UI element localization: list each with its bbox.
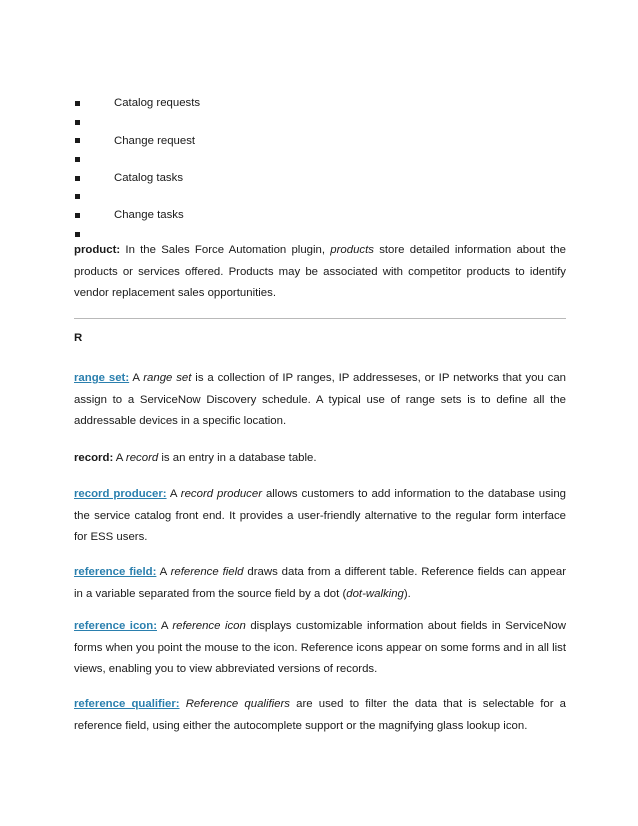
bullet-label: Change request bbox=[114, 134, 196, 147]
glossary-entry-record bbox=[74, 448, 566, 470]
square-bullet-icon bbox=[75, 213, 80, 218]
term-link[interactable]: reference qualifier: bbox=[74, 698, 180, 710]
glossary-entry-reference-icon bbox=[74, 616, 566, 681]
term-link[interactable]: record producer: bbox=[74, 488, 167, 500]
bullet-label: Change tasks bbox=[114, 209, 184, 222]
bullet-item bbox=[74, 206, 566, 225]
entry-emphasis: record bbox=[125, 452, 159, 464]
square-bullet-icon bbox=[75, 138, 80, 143]
bullet-item bbox=[74, 187, 566, 206]
entry-text: is a collection of IP ranges, IP addresseses, or IP networks that you can assign to a ServiceNow Discovery schedule. A typical use of range sets is to define all the addressable devices in a specific location. bbox=[74, 372, 566, 427]
entry-text: ). bbox=[403, 587, 411, 600]
term-link[interactable]: range set: bbox=[74, 372, 130, 384]
entry-text: allows customers to add information to the database using the service catalog front end. It provides a user-friendly alternative to the regular form interface for ESS users. bbox=[74, 488, 566, 543]
glossary-entry-product bbox=[74, 240, 566, 305]
section-letter: R bbox=[74, 332, 83, 344]
square-bullet-icon bbox=[75, 176, 80, 181]
bullet-label: Catalog tasks bbox=[114, 172, 184, 185]
entry-emphasis: record producer bbox=[180, 488, 262, 500]
entry-text: A bbox=[129, 372, 144, 384]
glossary-entry-range-set bbox=[74, 368, 566, 433]
entry-text: are used to filter the data that is selectable for a reference field, using either the autocomplete support or the magnifying glass lookup icon. bbox=[74, 698, 566, 732]
entry-emphasis: products bbox=[330, 244, 374, 256]
glossary-entry-reference-field bbox=[74, 562, 566, 605]
entry-emphasis: range set bbox=[143, 372, 192, 384]
entry-emphasis: reference field bbox=[170, 566, 244, 578]
entry-text: A bbox=[166, 488, 181, 500]
term-label: record: bbox=[74, 452, 114, 464]
entry-text: In the Sales Force Automation plugin, bbox=[120, 244, 331, 256]
entry-emphasis: reference icon bbox=[172, 620, 246, 632]
term-label: product: bbox=[74, 244, 121, 256]
entry-text: displays customizable information about fields in ServiceNow forms when you point the mouse to the icon. Reference icons appear on some forms and in all list views, enabling you to view abbreviated versions of records. bbox=[74, 620, 566, 675]
bullet-item bbox=[74, 113, 566, 132]
entry-text: A bbox=[156, 566, 171, 578]
bullet-item bbox=[74, 169, 566, 188]
square-bullet-icon bbox=[75, 120, 80, 125]
entry-text: draws data from a different table. Reference fields can appear in a variable separated from the source field by a dot ( bbox=[74, 566, 566, 600]
square-bullet-icon bbox=[75, 194, 80, 199]
entry-text: A bbox=[157, 620, 173, 632]
entry-text: A bbox=[113, 452, 126, 464]
entry-text: is an entry in a database table. bbox=[158, 452, 317, 464]
bullet-item bbox=[74, 150, 566, 169]
bullet-item bbox=[74, 131, 566, 150]
square-bullet-icon bbox=[75, 232, 80, 237]
entry-emphasis: Reference qualifiers bbox=[185, 698, 290, 710]
square-bullet-icon bbox=[75, 101, 80, 106]
section-divider bbox=[74, 318, 566, 319]
entry-text: store detailed information about the products or services offered. Products may be associated with competitor products to identify vendor replacement sales opportunities. bbox=[74, 244, 567, 299]
term-link[interactable]: reference icon: bbox=[74, 620, 157, 632]
bullet-label: Catalog requests bbox=[114, 97, 201, 110]
bullet-list bbox=[74, 94, 566, 244]
glossary-entry-reference-qualifier bbox=[74, 694, 566, 737]
term-link[interactable]: reference field: bbox=[74, 566, 157, 578]
square-bullet-icon bbox=[75, 157, 80, 162]
bullet-item bbox=[74, 94, 566, 113]
glossary-entry-record-producer bbox=[74, 484, 566, 549]
entry-emphasis: dot-walking bbox=[346, 587, 404, 600]
